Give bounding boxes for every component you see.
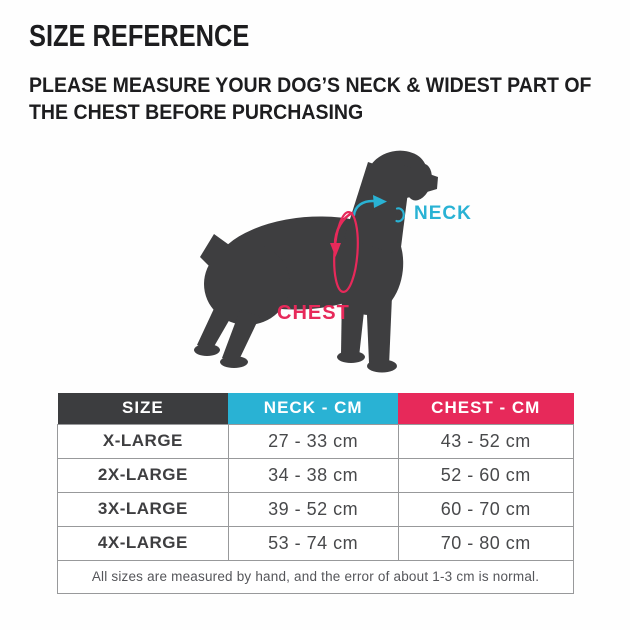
size-cell: 3X-LARGE [58, 492, 229, 526]
dog-measurement-diagram [150, 142, 490, 392]
size-cell: 4X-LARGE [58, 526, 229, 560]
dog-silhouette [194, 145, 438, 372]
subtitle-line-2: THE CHEST BEFORE PURCHASING [29, 101, 364, 124]
page-title: SIZE REFERENCE [29, 18, 250, 53]
page-subtitle [29, 72, 591, 126]
measurement-note: All sizes are measured by hand, and the error of about 1-3 cm is normal. [58, 560, 574, 593]
table-note-row [58, 560, 574, 593]
table-header-row [58, 393, 574, 424]
column-header-neck: NECK - CM [228, 393, 398, 424]
column-header-chest: CHEST - CM [398, 393, 573, 424]
neck-label: NECK [414, 203, 472, 224]
chest-cell: 43 - 52 cm [398, 424, 573, 458]
neck-cell: 53 - 74 cm [228, 526, 398, 560]
table-row [58, 492, 574, 526]
size-cell: X-LARGE [58, 424, 229, 458]
chest-cell: 52 - 60 cm [398, 458, 573, 492]
chest-cell: 70 - 80 cm [398, 526, 573, 560]
neck-cell: 34 - 38 cm [228, 458, 398, 492]
neck-cell: 39 - 52 cm [228, 492, 398, 526]
column-header-size: SIZE [58, 393, 229, 424]
table-row [58, 526, 574, 560]
chest-label: CHEST [277, 302, 350, 324]
subtitle-line-1: PLEASE MEASURE YOUR DOG’S NECK & WIDEST PART OF [29, 74, 592, 97]
table-row [58, 424, 574, 458]
neck-cell: 27 - 33 cm [228, 424, 398, 458]
size-cell: 2X-LARGE [58, 458, 229, 492]
chest-cell: 60 - 70 cm [398, 492, 573, 526]
size-chart-table [57, 393, 574, 594]
table-row [58, 458, 574, 492]
